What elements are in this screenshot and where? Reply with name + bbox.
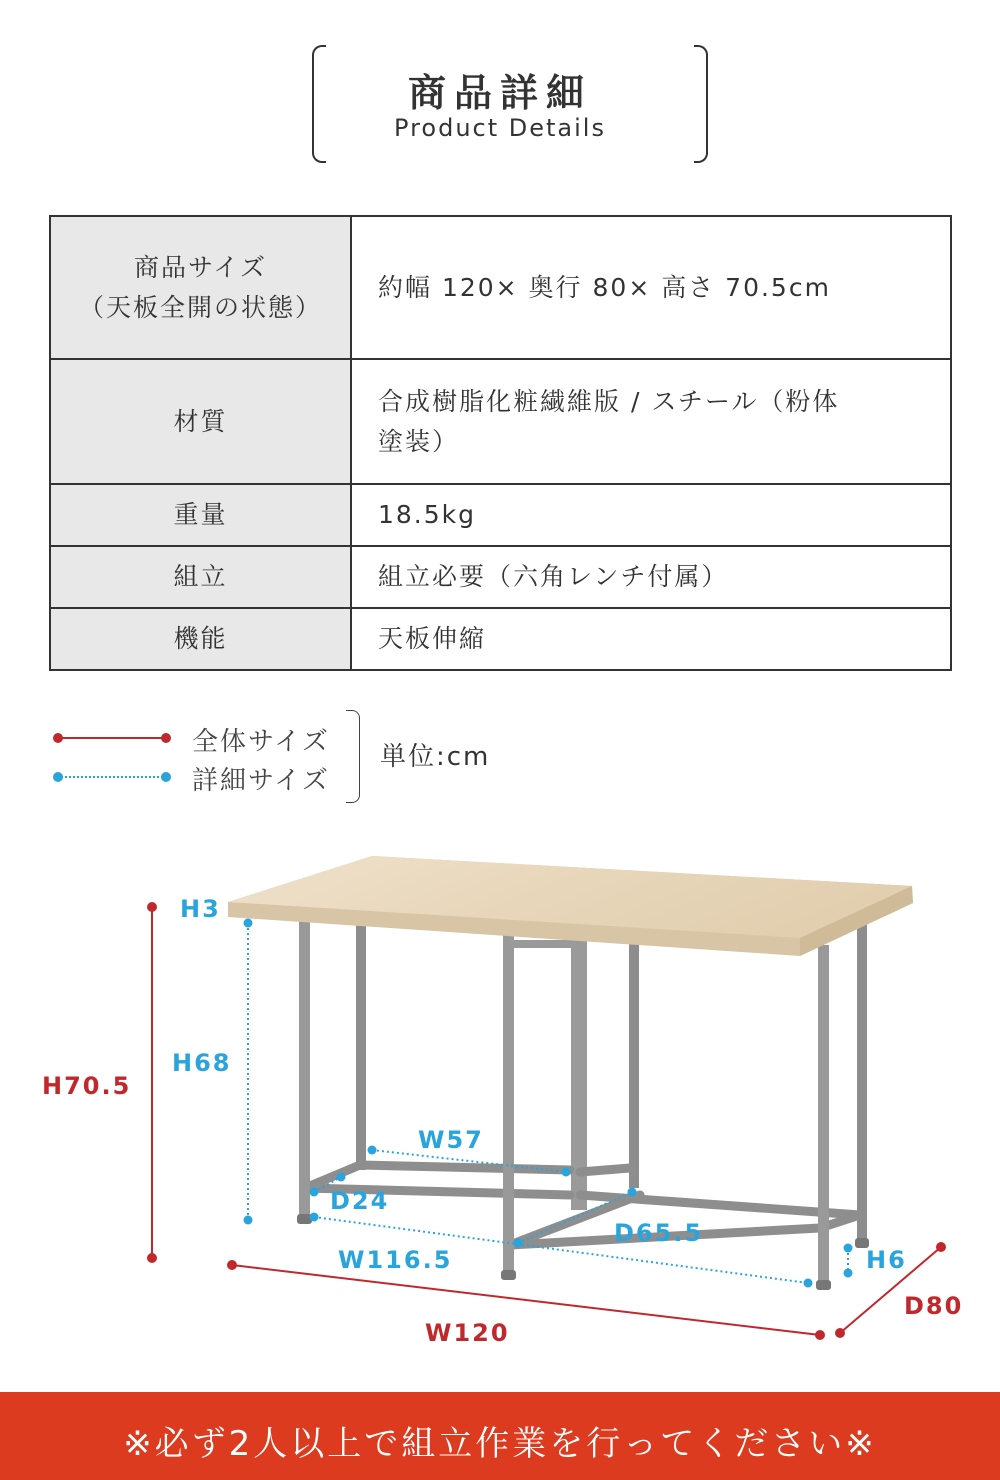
spec-value-line: 合成樹脂化粧繊維版 / スチール（粉体 [378,386,840,416]
dim-leg-height: H68 [172,1049,232,1077]
table-foot [816,1280,831,1290]
page-title: 商品詳細 [407,71,592,115]
spec-table [49,215,952,671]
spec-value-line: 約幅 120× 奥行 80× 高さ 70.5cm [378,272,831,302]
table-illustration [228,856,913,1290]
spec-label-line: 材質 [173,406,228,436]
table-leg [818,945,829,1285]
table-leg [629,936,639,1188]
spec-label: 機能 [50,608,351,670]
dim-inner-width: W57 [418,1126,484,1154]
spec-label [50,359,351,484]
dim-inner-depth: D24 [330,1187,390,1215]
spec-label-line: （天板全開の状態） [78,292,322,322]
dim-total-height: H70.5 [42,1072,132,1100]
spec-value: 18.5kg [351,484,951,546]
legend-detail-dot-left [53,772,63,782]
page-header [0,0,1000,180]
dim-foot-height: H6 [866,1246,907,1274]
legend-overall-dot-left [53,733,63,743]
spec-row-material [50,359,951,484]
dim-frame-width: W116.5 [338,1246,453,1274]
legend-bracket [346,710,360,803]
spec-value: 天板伸縮 [351,608,951,670]
legend-overall-label: 全体サイズ [192,727,330,757]
spec-row-size [50,216,951,359]
page-subtitle: Product Details [394,114,606,142]
table-leg [857,918,867,1243]
spec-label-line: 商品サイズ [133,252,267,282]
spec-value [351,216,951,359]
spec-label: 重量 [50,484,351,546]
spec-row-assembly [50,546,951,608]
spec-label: 組立 [50,546,351,608]
unit-label: 単位:cm [380,742,491,772]
legend-detail-dot-right [161,772,171,782]
spec-value [351,359,951,484]
spec-value-line: 塗装） [378,426,460,456]
table-leg [299,918,310,1220]
table-foot [501,1270,516,1280]
dim-total-width: W120 [425,1319,510,1347]
spec-row-function [50,608,951,670]
dim-depth-span: D65.5 [614,1219,704,1247]
spec-value: 組立必要（六角レンチ付属） [351,546,951,608]
legend-detail-line [58,776,166,778]
legend-overall-line [58,737,166,739]
table-leg [356,918,366,1170]
table-leg [503,935,514,1275]
legend-detail-label: 詳細サイズ [192,766,330,796]
legend-overall-dot-right [161,733,171,743]
dim-total-depth: D80 [904,1292,964,1320]
table-foot [297,1214,312,1224]
spec-label [50,216,351,359]
assembly-notice-text: ※必ず2人以上で組立作業を行ってください※ [123,1424,877,1464]
assembly-notice-banner [0,1392,1000,1480]
spec-row-weight [50,484,951,546]
table-dimension-diagram [0,830,1000,1370]
dim-top-thickness: H3 [180,895,221,923]
leg-bracket [510,940,574,948]
